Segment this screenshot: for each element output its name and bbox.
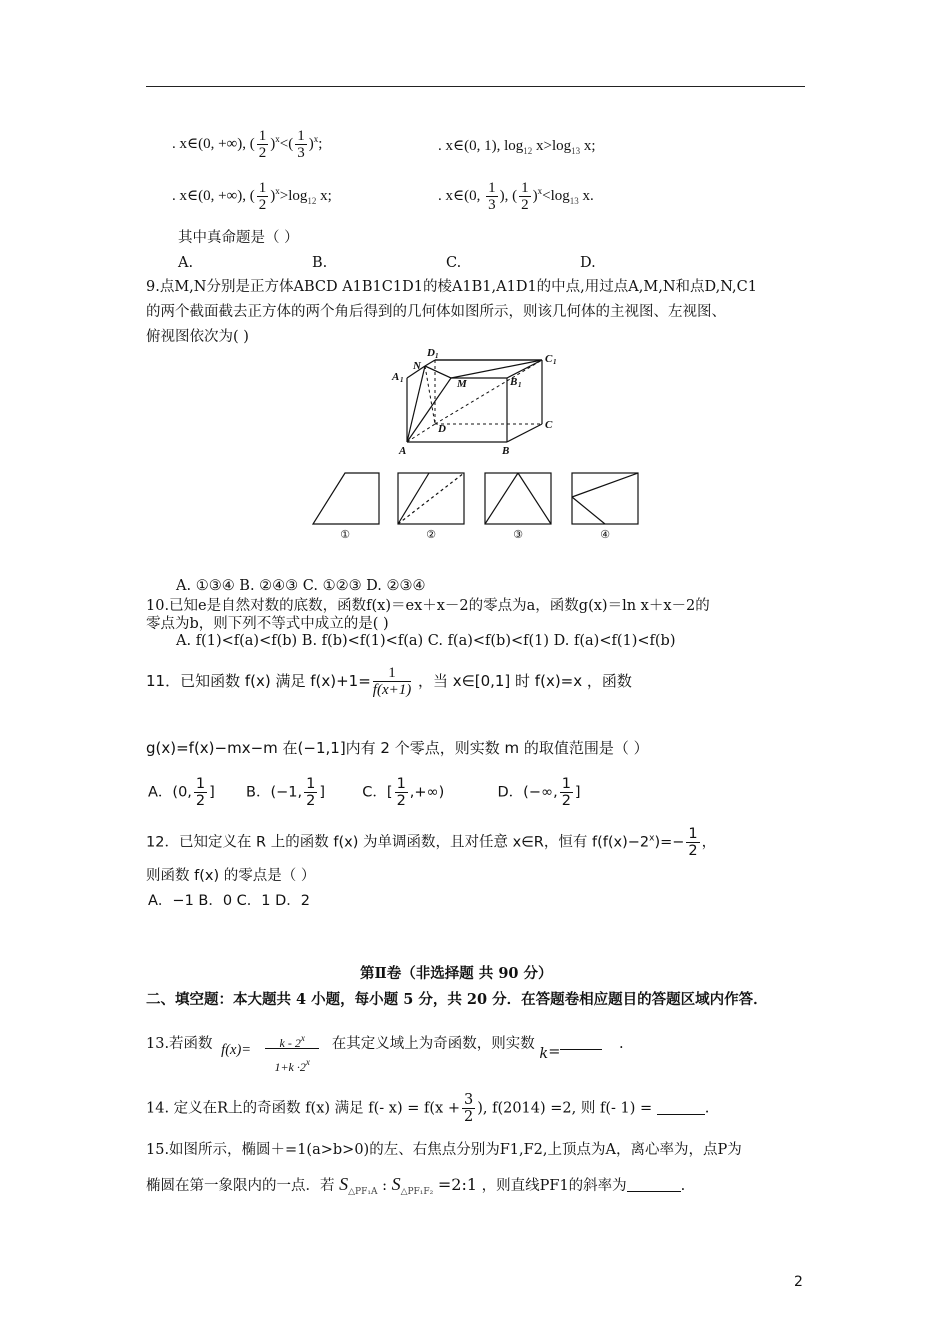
- q12-options: A．−1 B．0 C．1 D．2: [148, 893, 311, 909]
- view-label-1: ①: [340, 528, 350, 541]
- view-label-3: ③: [513, 528, 523, 541]
- q9-cube-figure: [385, 342, 575, 462]
- q8-statement-4: . x∈(0, $\frac{1}{3}$ ), ( $\frac{1}{2}$ )$^x<\log_{13}$ x.: [438, 180, 594, 213]
- q8-prompt: 其中真命题是（ ）: [178, 230, 299, 246]
- label-B1: B: [510, 376, 518, 388]
- q9-answer-options: A. ①③④ B. ②④③ C. ①②③ D. ②③④: [176, 578, 426, 594]
- part2-title: 第Ⅱ卷（非选择题 共 90 分）: [360, 965, 553, 982]
- svg-text:1: 1: [553, 358, 557, 366]
- label-N: N: [413, 360, 421, 372]
- label-C1: C: [545, 353, 553, 365]
- label-C: C: [545, 419, 553, 431]
- q8-option-b: B.: [312, 255, 328, 271]
- q14: 14. 定义在R上的奇函数 f(x) 满足 f(- x) = f(x + $\frac{3}{2}$ ), f(2014) =2, 则 f(- 1) = .: [146, 1092, 710, 1125]
- q10-options: A. f(1)<f(a)<f(b) B. f(b)<f(1)<f(a) C. f(a)<f(b)<f(1) D. f(a)<f(1)<f(b): [176, 633, 676, 649]
- q9-line-3: 俯视图依次为( ): [146, 329, 249, 345]
- q8-statement-2: . x∈(0, 1), $\log_{12} x>\log_{13}$ x;: [438, 138, 596, 156]
- q11-options: A．(0, $\frac{1}{2}$ ] B．(−1, $\frac{1}{2}$ ] C．[ $\frac{1}{2}$ ,+∞) D．(−∞, $\frac{1}{2}$ ]: [148, 776, 581, 809]
- label-A1: A: [392, 371, 400, 383]
- q12-line-1: 12．已知定义在 R 上的函数 f(x) 为单调函数，且对任意 x∈R，恒有 $f(f(x)-2^x)=-$ $\frac{1}{2}$ ，: [146, 826, 717, 859]
- q9-line-1: 9.点M,N分别是正方体ABCD A1B1C1D1的棱A1B1,A1D1的中点,用过点A,M,N和点D,N,C1: [146, 279, 757, 295]
- label-D1: D: [427, 347, 435, 359]
- q9-line-2: 的两个截面截去正方体的两个角后得到的几何体如图所示，则该几何体的主视图、左视图、: [146, 304, 726, 320]
- page-number: 2: [794, 1274, 803, 1290]
- label-M: M: [457, 378, 467, 390]
- q8-option-d: D.: [580, 255, 596, 271]
- label-B: B: [502, 445, 510, 457]
- q11-line-2: g(x)=f(x)−mx−m 在(−1,1]内有 2 个零点，则实数 m 的取值范围是（ ）: [146, 739, 649, 757]
- label-A: A: [399, 445, 407, 457]
- q8-statement-3: . x∈(0, +∞), ( $\frac{1}{2}$ )$^x>\log_{12}$ x;: [172, 180, 332, 213]
- q15-line-2: 椭圆在第一象限内的一点．若 $S_{\triangle PF_1A}$ : $S_{\triangle PF_1F_2}$ =2:1 ，则直线PF1的斜率为 .: [146, 1174, 686, 1197]
- q12-line-2: 则函数 f(x) 的零点是（ ）: [146, 868, 316, 884]
- q8-statement-1: . x∈(0, +∞), ( $\frac{1}{2}$ )$^x$<( $\frac{1}{3}$ )$^x$;: [172, 128, 323, 161]
- q8-option-a: A.: [178, 255, 194, 271]
- svg-text:1: 1: [400, 376, 404, 384]
- part2-subtitle: 二、填空题：本大题共 4 小题，每小题 5 分，共 20 分．在答题卷相应题目的答题区域内作答．: [146, 991, 768, 1008]
- q8-option-c: C.: [446, 255, 462, 271]
- q13: 13.若函数 f(x)= k - 2$^x$ $1+k \cdot 2^x$ 在其定义域上为奇函数，则实数 k= .: [146, 1033, 624, 1074]
- q10-line-1: 10.已知e是自然对数的底数，函数f(x)＝ex＋x－2的零点为a，函数g(x)＝ln x＋x－2的: [146, 598, 710, 614]
- q11-line-1: 11．已知函数 f(x) 满足 f(x)+1= $\frac{1}{f(x+1)}$ ，当 x∈[0,1] 时 f(x)=x ，函数: [146, 665, 632, 698]
- svg-text:1: 1: [518, 381, 522, 389]
- q15-line-1: 15.如图所示，椭圆＋=1(a>b>0)的左、右焦点分别为F1,F2,上顶点为A，离心率为，点P为: [146, 1142, 742, 1158]
- view-label-2: ②: [426, 528, 436, 541]
- q10-line-2: 零点为b，则下列不等式中成立的是( ): [146, 616, 389, 632]
- view-label-4: ④: [600, 528, 610, 541]
- label-D: D: [438, 423, 446, 435]
- header-rule: [146, 86, 805, 87]
- svg-text:1: 1: [435, 352, 439, 360]
- q9-view-options: [305, 468, 645, 544]
